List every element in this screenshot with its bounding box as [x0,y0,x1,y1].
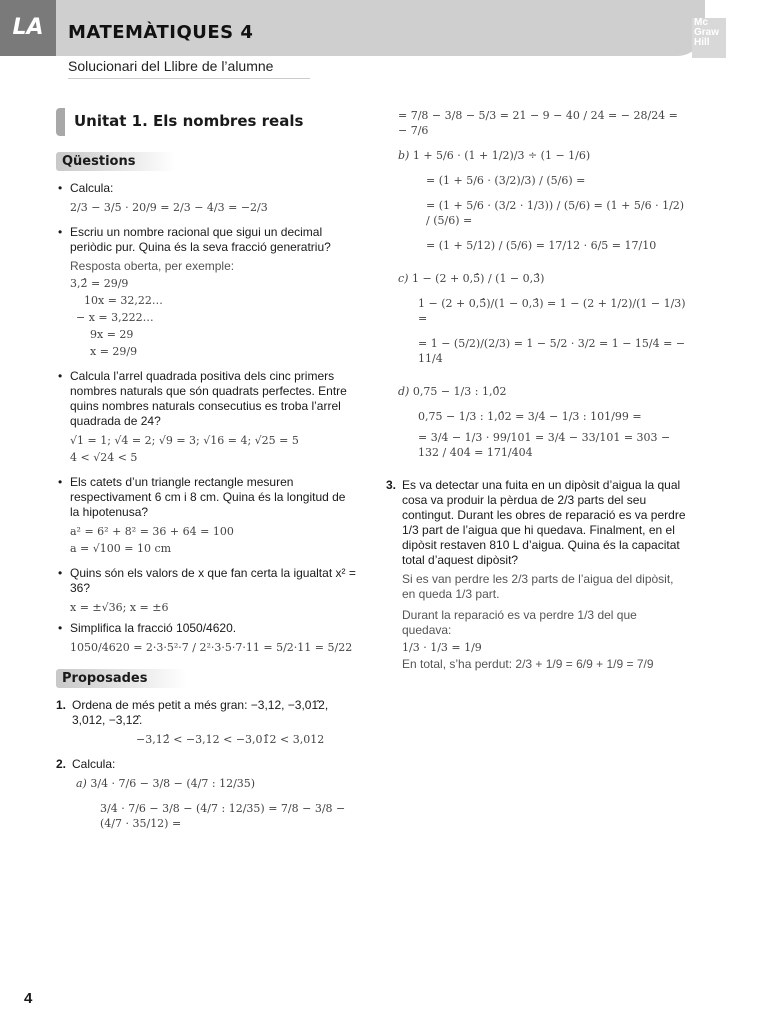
question-2-line-4: 9x = 29 [90,328,134,341]
question-4: • Els catets d’un triangle rectangle mesuren respectivament 6 cm i 8 cm. Quina és la longitud de la hipotenusa? [56,475,356,520]
problem-2b-line-3: = (1 + 5/12) / (5/6) = 17/12 · 6/5 = 17/10 [426,239,657,252]
logo-line-1: Mc [694,17,708,28]
question-4-line-2: a = √100 = 10 cm [70,542,172,555]
question-6-line-1: 1050/4620 = 2·3·5²·7 / 2²·3·5·7·11 = 5/2·11 = 5/22 [70,641,353,654]
question-2-answer-intro: Resposta oberta, per exemple: [70,259,235,273]
question-1-work: 2/3 − 3/5 · 20/9 = 2/3 − 4/3 = −2/3 [70,201,268,214]
problem-2b-expr: 1 + 5/6 · (1 + 1/2)/3 ÷ (1 − 1/6) [412,149,591,162]
section-tag: LA [0,0,56,56]
problem-3-answer-2: Durant la reparació es va perdre 1/3 del que quedava: [402,608,637,637]
question-2-line-1: 3,2̂ = 29/9 [70,277,129,290]
publisher-logo [692,18,726,58]
logo-line-3: Hill [694,37,710,48]
problem-2a-expr: 3/4 · 7/6 − 3/8 − (4/7 : 12/35) [90,777,256,790]
logo-line-2: Graw [694,27,720,38]
question-1-prompt: Calcula: [70,181,114,195]
problem-1 [56,698,356,728]
problem-2b [398,148,688,163]
problem-2c [398,271,688,286]
problem-3-prompt: Es va detectar una fuita en un dipòsit d’aigua la qual cosa va produir la pèrdua de 2/3 parts del seu contingut. Durant les obres de reparació es va perdre 1/3 part de l’aigua que hi quedava. Finalment, en el dipòsit restaven 810 L d’aigua. Quina és la capacitat total d’aquest dipòsit? [402,478,686,567]
question-5: • Quins són els valors de x que fan certa la igualtat x² = 36? [56,566,356,596]
problem-2d-expr: 0,75 − 1/3 : 1,0̂2 [412,385,507,398]
question-3-line-1: √1 = 1; √4 = 2; √9 = 3; √16 = 4; √25 = 5 [70,434,299,447]
unit-title: Unitat 1. Els nombres reals [56,108,356,134]
problem-2d-line-2: = 3/4 − 1/3 · 99/101 = 3/4 − 33/101 = 303 − 132 / 404 = 171/404 [418,431,671,459]
left-column [56,108,356,833]
question-2-line-2: 10x = 32,22… [84,294,163,307]
problem-2d-line-1: 0,75 − 1/3 : 1,0̂2 = 3/4 − 1/3 : 101/99 = [418,410,642,423]
question-1 [56,181,356,196]
problem-2d [398,384,688,399]
question-5-line-1: x = ±√36; x = ±6 [70,601,169,614]
question-2-line-3: − x = 3,222… [76,311,154,324]
problem-3-number: 3. [386,478,397,492]
question-3: • Calcula l’arrel quadrada positiva dels cinc primers nombres naturals que són quadrats perfectes. Entre quins nombres naturals consecutius es troba l’arrel quadrada de 24? [56,369,356,429]
problem-2b-line-1: = (1 + 5/6 · (3/2)/3) / (5/6) = [426,174,586,187]
question-3-line-2: 4 < √24 < 5 [70,451,138,464]
problem-2-number: 2. [56,757,67,771]
problem-2c-line-1: 1 − (2 + 0,5̂)/(1 − 0,3̂) = 1 − (2 + 1/2)/(1 − 1/3) = [418,297,686,325]
problem-1-prompt: Ordena de més petit a més gran: −3,12, −3,01̂2, 3,012, −3,12̂. [72,698,329,727]
problem-2b-line-2: = (1 + 5/6 · (3/2 · 1/3)) / (5/6) = (1 + 5/6 · 1/2) / (5/6) = [426,199,685,227]
problem-1-line-1: −3,12̂ < −3,12 < −3,01̂2 < 3,012 [136,733,325,746]
problem-2c-label: c) [398,272,409,285]
section-questions: Qüestions [56,152,175,171]
book-title: MATEMÀTIQUES 4 [68,22,254,43]
problem-2c-line-2: = 1 − (5/2)/(2/3) = 1 − 5/2 · 3/2 = 1 − 15/4 = − 11/4 [418,337,686,365]
problem-3 [386,478,688,568]
problem-2a-line-2: = 7/8 − 3/8 − 5/3 = 21 − 9 − 40 / 24 = − 28/24 = − 7/6 [398,109,678,137]
problem-2a-line-1: 3/4 · 7/6 − 3/8 − (4/7 : 12/35) = 7/8 − 3/8 − (4/7 · 35/12) = [100,802,346,830]
problem-2-prompt: Calcula: [72,757,116,771]
question-6: • Simplifica la fracció 1050/4620. [56,621,356,636]
problem-2a [56,776,356,791]
problem-2a-label: a) [76,777,87,790]
problem-2c-expr: 1 − (2 + 0,5̂) / (1 − 0,3̂) [411,272,545,285]
book-subtitle: Solucionari del Llibre de l’alumne [68,58,310,79]
question-4-line-1: a² = 6² + 8² = 36 + 64 = 100 [70,525,234,538]
page-number: 4 [24,990,33,1007]
section-proposed: Proposades [56,669,187,688]
problem-3-answer-1: Si es van perdre les 2/3 parts de l’aigua del dipòsit, en queda 1/3 part. [402,572,674,601]
problem-2b-label: b) [398,149,410,162]
problem-2 [56,757,356,772]
problem-3-answer-3: 1/3 · 1/3 = 1/9 [402,641,482,654]
problem-2d-label: d) [398,385,410,398]
right-column [386,108,688,674]
problem-1-number: 1. [56,698,67,712]
problem-3-answer-4: En total, s’ha perdut: 2/3 + 1/9 = 6/9 + 1/9 = 7/9 [402,657,654,671]
question-2-line-5: x = 29/9 [90,345,138,358]
question-2: • Escriu un nombre racional que sigui un decimal periòdic pur. Quina és la seva fracció generatriu? [56,225,356,255]
